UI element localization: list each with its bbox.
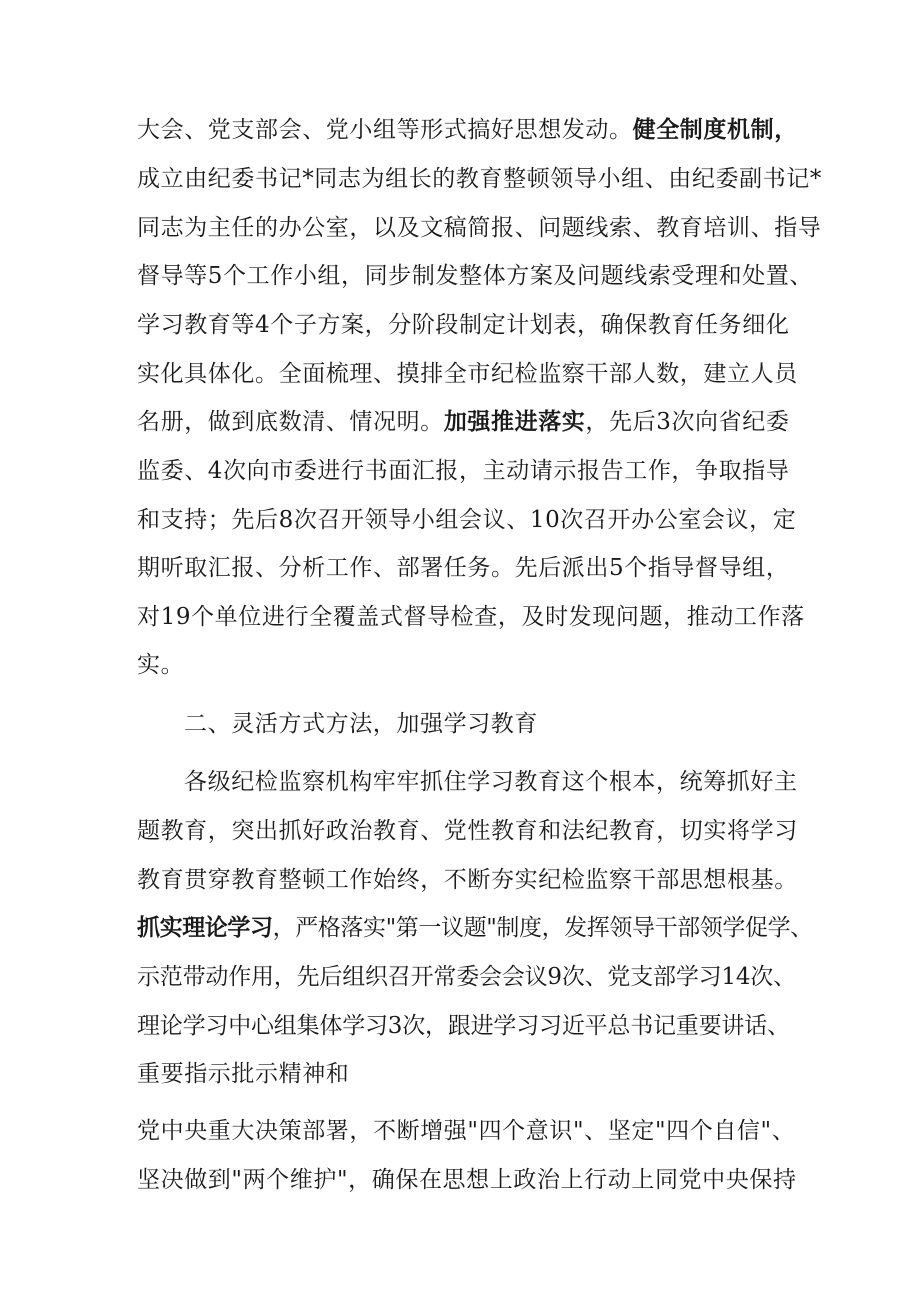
text-line: 同志为主任的办公室，以及文稿简报、问题线索、教育培训、指导: [137, 215, 822, 241]
text-line: [137, 914, 813, 942]
text-line: 实。: [137, 652, 185, 678]
text-line: 对19个单位进行全覆盖式督导检查，及时发现问题，推动工作落: [137, 604, 805, 630]
text-line: 题教育，突出抓好政治教育、党性教育和法纪教育，切实将学习: [137, 818, 798, 844]
text-line: 和支持；先后8次召开领导小组会议、10次召开办公室会议，定: [137, 507, 797, 533]
bold-phrase: 抓实理论学习: [137, 914, 273, 941]
text-line: 学习教育等4个子方案，分阶段制定计划表，确保教育任务细化: [137, 312, 790, 338]
text-line: 理论学习中心组集体学习3次，跟进学习习近平总书记重要讲话、: [137, 1013, 790, 1039]
text-span: 名册，做到底数清、情况明。: [137, 409, 444, 435]
text-line: 期听取汇报、分析工作、部署任务。先后派出5个指导督导组，: [137, 555, 790, 581]
text-line: 示范带动作用，先后组织召开常委会会议9次、党支部学习14次、: [137, 964, 796, 990]
text-span: ，严格落实"第一议题"制度，发挥领导干部领学促学、: [272, 915, 813, 941]
text-span: ，先后3次向省纪委: [585, 409, 790, 435]
text-line: 监委、4次向市委进行书面汇报，主动请示报告工作，争取指导: [137, 458, 790, 484]
text-line: [137, 408, 789, 436]
text-line: [137, 116, 798, 144]
text-line: 教育贯穿教育整顿工作始终，不断夯实纪检监察干部思想根基。: [137, 867, 798, 893]
bold-phrase: 加强推进落实: [443, 408, 586, 435]
text-line: 坚决做到"两个维护"，确保在思想上政治上行动上同党中央保持: [137, 1167, 797, 1193]
text-span: 大会、党支部会、党小组等形式搞好思想发动。: [137, 117, 633, 143]
section-heading: 二、灵活方式方法，加强学习教育: [184, 711, 538, 737]
bold-phrase: 健全制度机制，: [632, 116, 798, 143]
text-line: 党中央重大决策部署，不断增强"四个意识"、坚定"四个自信"、: [137, 1118, 796, 1144]
text-line: 成立由纪委书记*同志为组长的教育整顿领导小组、由纪委副书记*: [137, 166, 822, 192]
text-line: 各级纪检监察机构牢牢抓住学习教育这个根本，统筹抓好主: [184, 769, 798, 795]
text-line: 实化具体化。全面梳理、摸排全市纪检监察干部人数，建立人员: [137, 361, 798, 387]
text-line: 重要指示批示精神和: [137, 1061, 350, 1087]
text-line: 督导等5个工作小组，同步制发整体方案及问题线索受理和处置、: [137, 263, 814, 289]
